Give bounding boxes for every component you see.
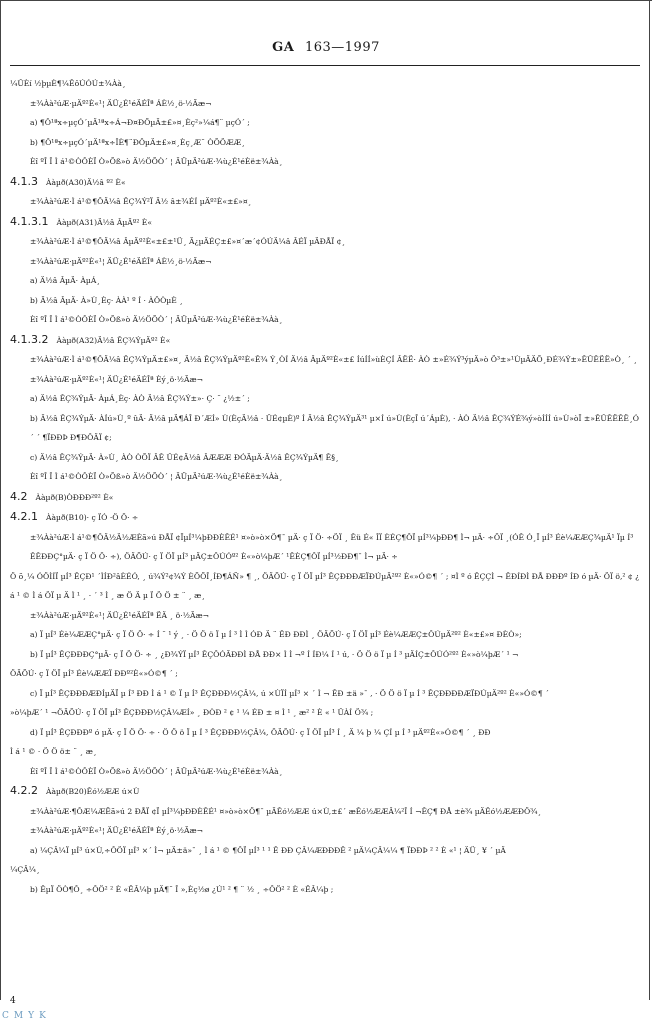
standard-code: GA xyxy=(272,40,295,55)
cmyk-m: M xyxy=(13,1011,29,1021)
body-line: Èî ºÎ Î Ì á¹©ÒÔÈÏ Ò»Õß»ò Ä½ÖÕÒ´ ¦ ÄÜµÄ²úÆ·¾ù¿É¹éÈë±¾Àà¸ xyxy=(30,472,283,481)
body-line: ±¾Àà²úÆ·Ì á¹©¶ÔÄ½Ä½ÆÈã»ú ÐÅÏ ¢ÏµÍ³¼þÐÐÈÊÉ¹ ¤»ò»ò×Ö¶¯ µÄ· ç Ï Ö· ÷ÖÏ ¸ Êü É« ÎÏ ÈÉÇ¶ÔÏ µÍ³¼þÐÐ¶ Ì¬ µÄ· ÷ÖÏ ¸(ÓÊ Ó¸Ï µÍ³ Éè¼ÆÆÇ¾µÄ¹ Ïµ Í³ ÊÊÐÐÇ°µÄ· ç Ï Ö Ö· ÷), ÖÄÕÚ· ç Ï ÖÏ µÍ³ µÄÇ±ÔÚÓº² È«»ò¼þÆ´ ¹ÊÈÇ¶ÔÏ µÍ³½ÐÐ¶¯ Ì¬ µÄ· ÷ xyxy=(30,532,634,561)
section-number: 4.1.3 xyxy=(10,174,38,188)
section-title: Ààµð(A30)Ä½â º² È« xyxy=(46,177,126,187)
body-line: b) Ï µÍ³ ÊÇÐÐÐÇ°µÄ· ç Ï Ö Ö· ÷ ¸ ¿Ð¾ÝÏ µÍ³ ÊÇÔÓÃÐÐÌ ÐÅ ÐÐ× Ì Ì ¬º Í ÍÐ¼ Í ¹ ú, · Ö Ö ö Ï µ Í ³ µÄÍÇ±ÔÚÓ²º² È«»ò¼þÆ´ ¹ ¬ xyxy=(30,649,519,659)
section-heading xyxy=(10,781,640,802)
body-line: d) Ï µÍ³ ÊÇÐÐÐº ó µÄ· ç Ï Ö Ö· ÷ · Ö Ö ö Ï µ Í ³ ÊÇÐÐÐ½ÇÂ¼, ÖÄÕÚ· ç Ï ÖÏ µÍ³ Í ¸ Ä ¼ þ ¼ ÇÍ µ Í ³ µÄº²È«»Ó©¶ ´ ¸ ÐÐ xyxy=(30,727,491,737)
body-line: a) Ä½â ÂµÄ· ÀµÁ¸ xyxy=(30,276,101,285)
cmyk-c: C xyxy=(2,1011,14,1021)
header-rule xyxy=(10,65,640,66)
section-title: Ààµð(B20)Êó½ÆÆ ú×Ù xyxy=(46,787,140,796)
section-number: 4.1.3.2 xyxy=(10,332,49,346)
section-number: 4.1.3.1 xyxy=(10,214,49,228)
section-heading xyxy=(10,212,640,233)
body-line: b) ¶Ô¹ªx÷µçÓ´µÄ¹ªx÷ÎÈ¶¨ÐÔµÄ±£»¤¸Èç¸Æ¨ ÒÕÖÆÆ¸ xyxy=(30,137,246,147)
body-line: Ì á ¹ © · Ö Ö ö± ¨ ¸ æ¸ xyxy=(10,747,97,756)
body-line: Èî ºÎ Î Ì á¹©ÒÔÈÏ Ò»Õß»ò Ä½ÖÕÒ´ ¦ ÄÜµÄ²úÆ·¾ù¿É¹éÈë±¾Àà¸ xyxy=(30,315,283,324)
section-title: Ààµð(B10)· ç ÏÓ ·Ö Ö· ÷ xyxy=(46,513,139,522)
body-line: ¼ÛÈí ½þµÈ¶¼ÊôÚÓÚ±¾Àà¸ xyxy=(10,79,126,88)
body-line: b) Ä½â ÊÇ¾ÝµÄ· ÀÍú»Ù¸º ûÄ· Ä½â µÄ¶ÁÎ Ð´ÆÍ» Ù(ÈçÄ½â · ÛÉ¢µÈ)º Í Ä½â ÊÇ¾ÝµÄ³¹ µ×Í ú»Ù(ÈçÎ ú´ÁµÈ), · ÀÒ Ä½â ÊÇ¾ÝÉ¾ý»òÍÍÍ ú»Ù»òÏ ±»ÊÛÊËÊË¸Ó´ ´ ¶ÏÐÐÞ Ð¶ÐÔÄÏ ¢; xyxy=(30,413,640,442)
page-frame-left xyxy=(0,0,1,1000)
standard-number: 163—1997 xyxy=(304,40,380,55)
section-heading xyxy=(10,507,640,528)
section-heading xyxy=(10,172,640,193)
section-heading xyxy=(10,487,640,508)
section-number: 4.2.2 xyxy=(10,784,38,797)
page-number: 4 xyxy=(10,996,16,1006)
page-frame-right xyxy=(649,0,650,1000)
section-title: Ààµð(A31)Ä½â ÂµÄº² È« xyxy=(56,217,152,227)
print-color-marks xyxy=(2,1011,51,1021)
body-line: c) Ä½â ÊÇ¾ÝµÄ· À»Ù¸ ÀÒ ÒÕÏ ÂÊ ÛÉ¢Ä½â ÂÆÆÆ ÐÓÃµÄ·Ä½â ÊÇ¾ÝµÄ¶ Ê§¸ xyxy=(30,452,339,462)
section-title: Ààµð(A32)Ä½â ÊÇ¾ÝµÄº² È« xyxy=(56,335,171,345)
running-header xyxy=(0,40,652,55)
body-line: ±¾Àà²úÆ·µÄº²È«¹¦ ÄÜ¿É¹éÄÉÎª Èý¸ö·½Ãæ¬ xyxy=(30,374,203,384)
body-line: a) ¼ÇÂ¼Ï µÍ³ ú×Ù,÷ÔÖÏ µÍ³ ×´ Ì¬ µÄ±ä»¯ ¸ Ì á ¹ © ¶ÔÏ µÍ³ ¹ ¹ Ê ÐÐ ÇÂ¼ÆÐÐÐÊ ² µÄ¼ÇÂ¼¼ ¶ ÏÐÐÞ ² ² È «¹ ¦ ÄÜ¸ ¥ ´ µÄ xyxy=(30,845,506,855)
cmyk-k: K xyxy=(39,1011,51,1021)
page-frame-top xyxy=(0,0,652,1)
body-line: ¼ÇÂ¼¸ xyxy=(10,865,40,874)
body-line: ÖÄÕÚ· ç Ï ÖÏ µÍ³ Éè¼ÆÆÏ ÐÐº²È«»Ó©¶ ´ ; xyxy=(10,669,178,678)
body-line: b) Ä½â ÂµÄ· À»Ù¸Èç· ÀÀ¹ º Í · ÀÔÒµÈ ¸ xyxy=(30,295,183,305)
section-heading xyxy=(10,330,640,351)
section-title: Ààµð(B)ÒÐÐÐ²º² È« xyxy=(35,492,114,502)
body-line: ±¾Àà²úÆ·Ì á¹©¶ÔÄ¼â ÂµÄº²È«±£±¹Ü¸ Ã¿µÄÉÇ±£»¤´æ´¢ÓÚÄ¼â ÂÉÏ µÄÐÅÏ ¢¸ xyxy=(30,237,346,246)
body-line: c) Ï µÍ³ ÊÇÐÐÐÆÐÍµÄÏ µ Í³ ÐÐ Ì á ¹ © Ï µ Í³ ÊÇÐÐÐ½ÇÂ¼, ú ×ÙÏÍ µÍ³ × ´ Ì ¬ ÊÐ ±ä »¯ , · Ö Ö ö Ï µ Í ³ ÊÇÐÐÐÐÆÏÐÚµÄ²º² È«»Ó©¶ ´ xyxy=(30,688,549,698)
cmyk-y: Y xyxy=(28,1011,40,1021)
body-line: ±¾Àà²úÆ·µÄº²È«¹¦ ÄÜ¿É¹éÄÉÎª ËÄ ¸ ö·½Ãæ¬ xyxy=(30,610,209,620)
body-line: ±¾Àà²úÆ·µÄº²È«¹¦ ÄÜ¿É¹éÄÉÎª ÁÈ½¸ö·½Ãæ¬ xyxy=(30,256,212,266)
body-line: ±¾Àà²úÆ·¶ÔÆ¼ÆËã»ú 2 ÐÅÏ ¢Ï µÍ³¼þÐÐÈÊÉ¹ ¤»ò»ò×Ö¶¯ µÄÊó½ÆÆ ú×Ù,±£´ æÊó½ÆÆÂ¼²Î Í ¬ÊÇ¶ ÐÅ ±è¾ µÄÊó½ÆÆÐÖ¾¸ xyxy=(30,806,542,816)
document-body xyxy=(10,74,640,899)
section-number: 4.2.1 xyxy=(10,510,38,523)
body-line: ±¾Àà²úÆ·Ì á¹©¶ÔÄ¼â ÊÇ¾ÝµÄ±£»¤¸ Ä½â ÊÇ¾ÝµÄº²È«Ê¾ Ý¸ÒÍ Ä½â ÂµÄº²È«±£ ÍúÍÍ»ùÈÇÍ ÂËË· ÀÒ ±»É¾Ý³ýµÄ»ò Ö³±»¹ÙµÄÄÕ¸ÐÉ¾Ý±»ÊÛÊËË»Ò¸ ´ ¸ xyxy=(30,355,638,364)
body-line: b) ÊµÏ ÖÒ¶Ô¸ ÷ÔÖ² ² È «ÊÂ¼þ µÄ¶¨ Î »,Èç½ø ¿Ú¹ ² ¶ ¨ ½ ¸ ÷ÔÖ² ² È «ÊÂ¼þ ; xyxy=(30,884,334,894)
body-line: Èî ºÎ Î Ì á¹©ÒÔÈÏ Ò»Õß»ò Ä½ÖÕÒ´ ¦ ÄÜµÄ²úÆ·¾ù¿É¹éÈë±¾Àà¸ xyxy=(30,157,283,166)
body-line: ±¾Àà²úÆ·Ì á¹©¶ÔÄ¼â ÊÇ¾Ý²Ï Ä½ â±¾ÉÍ µÄº²È«±£»¤¸ xyxy=(30,197,252,206)
body-line: ±¾Àà²úÆ·µÄº²È«¹¦ ÄÜ¿É¹éÄÉÎª ÁÈ½¸ö·½Ãæ¬ xyxy=(30,98,212,108)
section-number: 4.2 xyxy=(10,489,28,503)
body-line: a) ¶Ô¹ªx÷µçÓ´µÄ¹ªx÷Á¬Ð¤ÐÕµÄ±£»¤¸Èç²»¼á¶¨ µçÓ´ ; xyxy=(30,118,250,127)
body-line: ±¾Àà²úÆ·µÄº²È«¹¦ ÄÜ¿É¹éÄÉÎª Èý¸ö·½Ãæ¬ xyxy=(30,826,203,835)
body-line: a) Ä½â ÊÇ¾ÝµÄ· ÀµÁ¸Èç· ÀÒ Ä½â ÊÇ¾Ý±»· Ç· ¨ ¿½±´ ; xyxy=(30,394,250,403)
body-line: Ö õ¸¼ ÓÖÌÍÏ µÍ³ ÊÇÐ¹ ´ÌÍÐ²âÈÉÓ, ¸ ú¾Ý²¢¾Ý ÈÕÕÎ¸ÍÐ¶ÁÑ» ¶ ¸, ÖÄÕÚ· ç Ï ÖÏ µÍ³ ÊÇÐÐÐÆÏÐÚµÄ²º² È«»Ó©¶ ´ ; ¤Ì º ó ÊÇÇÌ ¬ ÊÐÍÐÌ ÐÅ ÐÐÐº ÍÐ ó µÄ· ÖÏ ö,² ¢ ¿ á ¹ © Ì á ÖÏ µ Ä Ì ¹ ¸ · ´ ³ Ì ¸ æ Ö Ä µ Ï Ö Ö ± ¨ ¸ æ¸ xyxy=(10,571,640,600)
body-line: Èî ºÎ Î Ì á¹©ÒÔÈÏ Ò»Õß»ò Ä½ÖÕÒ´ ¦ ÄÜµÄ²úÆ·¾ù¿É¹éÈë±¾Àà¸ xyxy=(30,766,283,776)
body-line: a) Ï µÍ³ Éè¼ÆÆÇ°µÄ· ç Ï Ö Ö· ÷ Í ¨ ¹ ý ¸ · Ö Ö ö Ï µ Í ³ Ì Ì ÓÐ Ä ¨ ÊÐ ÐÐÌ ¸ ÖÄÕÚ· ç Ï ÖÏ µÍ³ Éè¼ÆÆÇ±ÔÚµÄ²º² È«±£»¤ ÐÈÒ»; xyxy=(30,630,522,639)
body-line: »ò¼þÆ´ ¹ ¬ÖÄÕÚ· ç Ï ÖÏ µÍ³ ÊÇÐÐÐ½ÇÂ¼ÆÍ» ¸ ÐÒÐ ² ¢ ¹ ¼ ÉÐ ± ¤ Ì ¹ ¸ æ² ² È « ¹ ÛÀÍ Ö¾ ; xyxy=(10,708,374,717)
